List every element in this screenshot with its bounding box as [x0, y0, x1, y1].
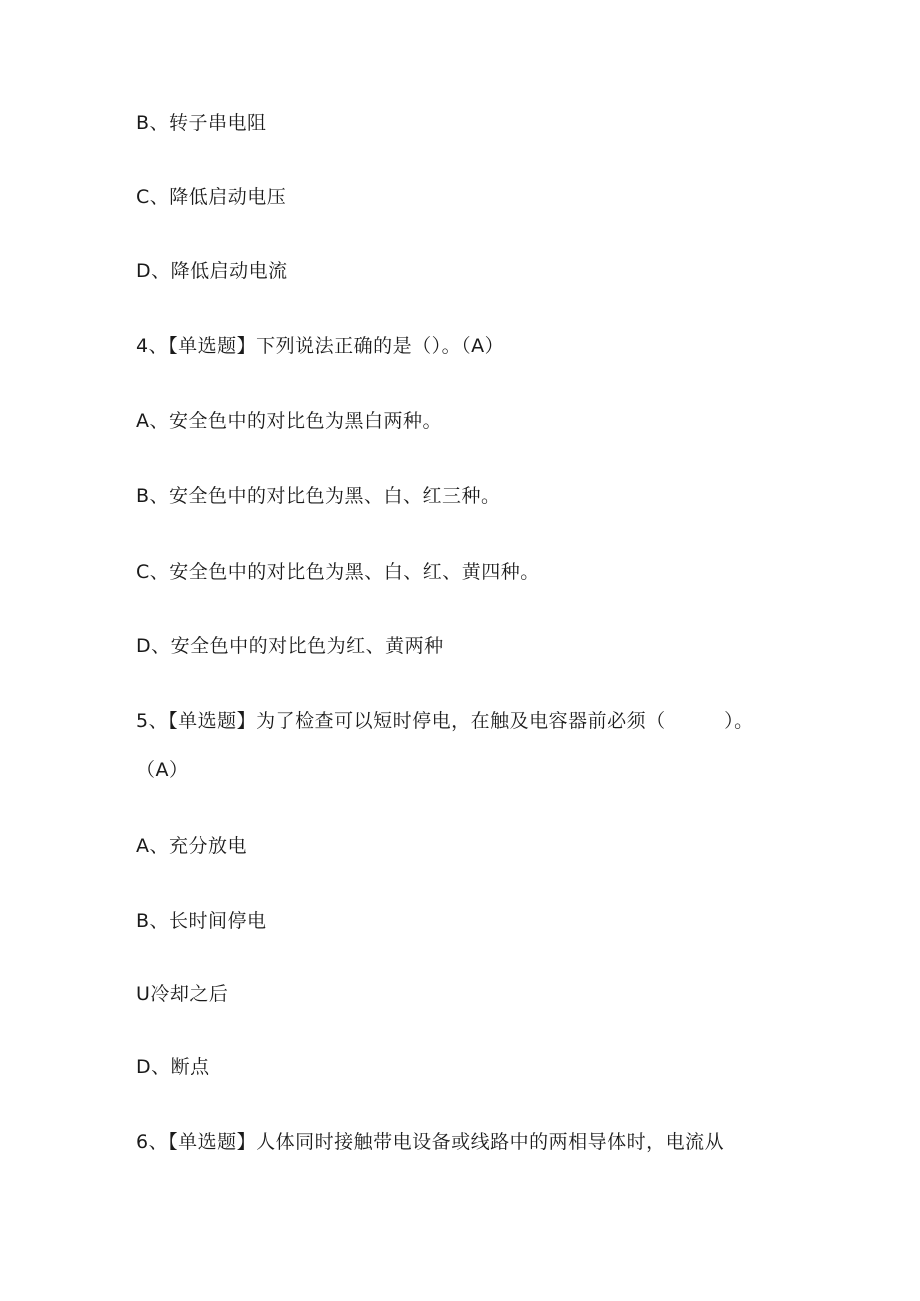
question-4-option-c: C、安全色中的对比色为黑、白、红、黄四种。: [136, 561, 540, 583]
question-5-option-c: U冷却之后: [136, 983, 229, 1005]
question-5-option-d: D、断点: [136, 1056, 210, 1078]
option-b-line: B、转子串电阻: [136, 112, 267, 134]
question-5-answer: （A）: [136, 759, 189, 781]
question-4-option-d: D、安全色中的对比色为红、黄两种: [136, 635, 444, 657]
question-5: 5、【单选题】为了检查可以短时停电，在触及电容器前必须（ ）。: [136, 710, 754, 732]
question-4: 4、【单选题】下列说法正确的是（）。（A）: [136, 335, 505, 357]
question-5-option-a: A、充分放电: [136, 835, 247, 857]
question-4-option-a: A、安全色中的对比色为黑白两种。: [136, 410, 442, 432]
option-d-line: D、降低启动电流: [136, 260, 288, 282]
question-4-option-b: B、安全色中的对比色为黑、白、红三种。: [136, 485, 501, 507]
option-c-line: C、降低启动电压: [136, 186, 287, 208]
question-6: 6、【单选题】人体同时接触带电设备或线路中的两相导体时，电流从: [136, 1131, 725, 1153]
question-5-option-b: B、长时间停电: [136, 910, 267, 932]
